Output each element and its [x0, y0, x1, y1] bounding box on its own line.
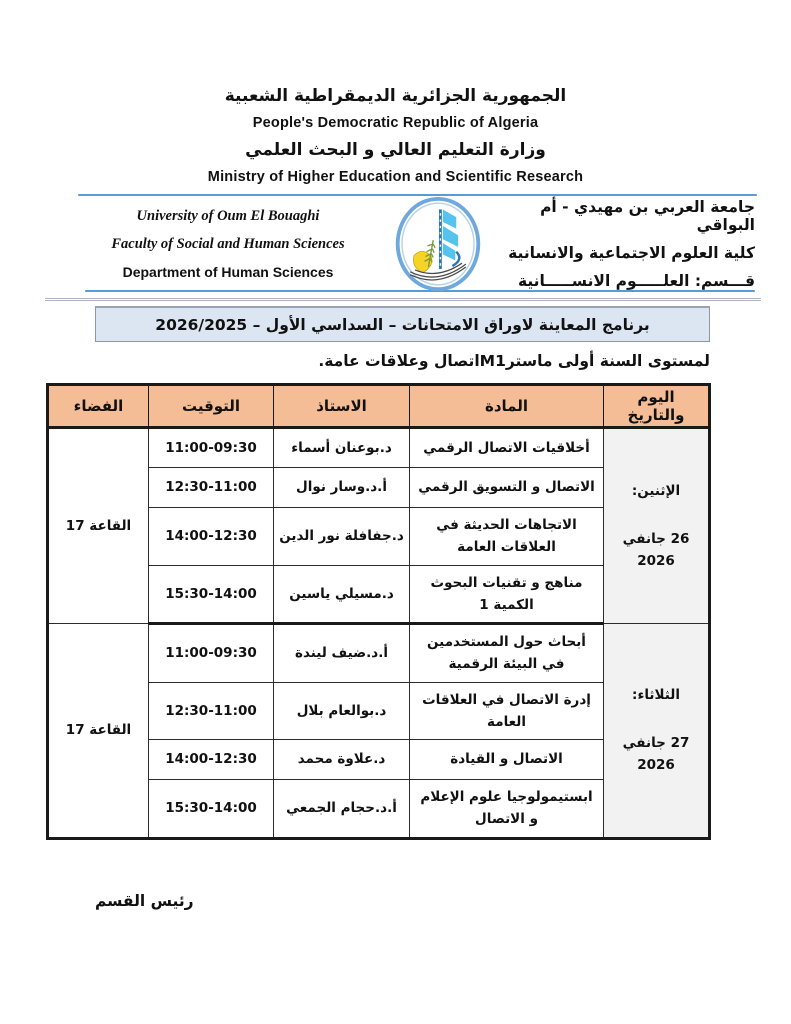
time-range: 12:30-11:00 — [165, 702, 257, 719]
professor-cell: أ.د.ضيف ليندة — [274, 624, 410, 683]
table-row — [48, 428, 710, 468]
column-header-room: الفضاء — [48, 385, 149, 428]
column-header-professor: الاستاذ — [274, 385, 410, 428]
republic-title-english: People's Democratic Republic of Algeria — [252, 115, 539, 131]
university-name-arabic: جامعة العربي بن مهيدي - أم البواقي — [540, 198, 755, 234]
room-cell: القاعة 17 — [48, 624, 149, 839]
schedule-subtitle: لمستوى السنة أولى ماسترM1اتصال وعلاقات عامة. — [318, 352, 710, 370]
professor-cell: د.جفافلة نور الدين — [274, 508, 410, 566]
institution-english — [78, 208, 378, 280]
institution-arabic — [498, 198, 755, 290]
time-cell — [149, 428, 274, 468]
time-range: 11:00-09:30 — [165, 439, 257, 456]
subject-cell: الاتصال و التسويق الرقمي — [410, 468, 604, 508]
date-label: 27 جانفي 2026 — [622, 735, 690, 774]
university-logo — [378, 196, 498, 292]
schedule-table-head — [48, 385, 710, 428]
faculty-name-arabic: كلية العلوم الاجتماعية والانسانية — [508, 244, 755, 262]
university-name-english: University of Oum El Bouaghi — [136, 208, 320, 224]
subject-cell: ابستيمولوجيا علوم الإعلام و الاتصال — [410, 780, 604, 839]
ministry-title-arabic: وزارة التعليم العالي و البحث العلمي — [245, 140, 546, 160]
professor-cell: أ.د.وسار نوال — [274, 468, 410, 508]
department-name-arabic: قـــسم: العلـــــوم الانســـــانية — [517, 272, 755, 290]
subject-cell: إدرة الاتصال في العلاقات العامة — [410, 682, 604, 740]
subject-cell: أخلاقيات الاتصال الرقمي — [410, 428, 604, 468]
column-header-time: التوقيت — [149, 385, 274, 428]
time-range: 14:00-12:30 — [165, 751, 257, 768]
professor-cell: أ.د.حجام الجمعي — [274, 780, 410, 839]
subject-cell: أبحاث حول المستخدمين في البيئة الرقمية — [410, 624, 604, 683]
header-row — [48, 385, 710, 428]
day-date-cell — [604, 624, 710, 839]
time-range: 15:30-14:00 — [165, 585, 257, 602]
time-range: 15:30-14:00 — [165, 800, 257, 817]
subject-cell: الاتجاهات الحديثة في العلاقات العامة — [410, 508, 604, 566]
time-cell — [149, 624, 274, 683]
time-cell — [149, 565, 274, 624]
column-header-subject: المادة — [410, 385, 604, 428]
time-range: 14:00-12:30 — [165, 528, 257, 545]
time-cell — [149, 740, 274, 780]
time-cell — [149, 780, 274, 839]
date-label: 26 جانفي 2026 — [622, 530, 690, 570]
subject-cell: مناهج و تقنيات البحوث الكمية 1 — [410, 565, 604, 624]
schedule-title-bar: برنامج المعاينة لاوراق الامتحانات – السداسي الأول – 2026/2025 — [95, 306, 710, 342]
day-label: الإثنين: — [631, 482, 681, 499]
column-header-day-date: اليوم والتاريخ — [604, 385, 710, 428]
faculty-name-english: Faculty of Social and Human Sciences — [111, 236, 345, 252]
time-cell — [149, 508, 274, 566]
day-date-cell — [604, 428, 710, 624]
schedule-table — [46, 383, 711, 840]
schedule-table-wrapper — [46, 383, 708, 840]
divider-gray — [45, 298, 761, 301]
department-name-english: Department of Human Sciences — [122, 264, 334, 280]
professor-cell: د.علاوة محمد — [274, 740, 410, 780]
professor-cell: د.بوعنان أسماء — [274, 428, 410, 468]
document-header — [0, 0, 791, 185]
day-label: الثلاثاء: — [632, 686, 680, 703]
schedule-table-body — [48, 428, 710, 839]
time-range: 12:30-11:00 — [165, 479, 257, 496]
professor-cell: د.بوالعام بلال — [274, 682, 410, 740]
room-cell: القاعة 17 — [48, 428, 149, 624]
institution-band — [78, 200, 755, 288]
department-head-signature: رئيس القسم — [95, 891, 194, 910]
time-cell — [149, 682, 274, 740]
republic-title-arabic: الجمهورية الجزائرية الديمقراطية الشعبية — [224, 86, 567, 106]
professor-cell: د.مسيلي ياسين — [274, 565, 410, 624]
university-logo-icon — [394, 196, 482, 292]
time-cell — [149, 468, 274, 508]
ministry-title-english: Ministry of Higher Education and Scientific Research — [207, 169, 584, 185]
subject-cell: الاتصال و القيادة — [410, 740, 604, 780]
time-range: 11:00-09:30 — [165, 645, 257, 662]
table-row — [48, 624, 710, 683]
